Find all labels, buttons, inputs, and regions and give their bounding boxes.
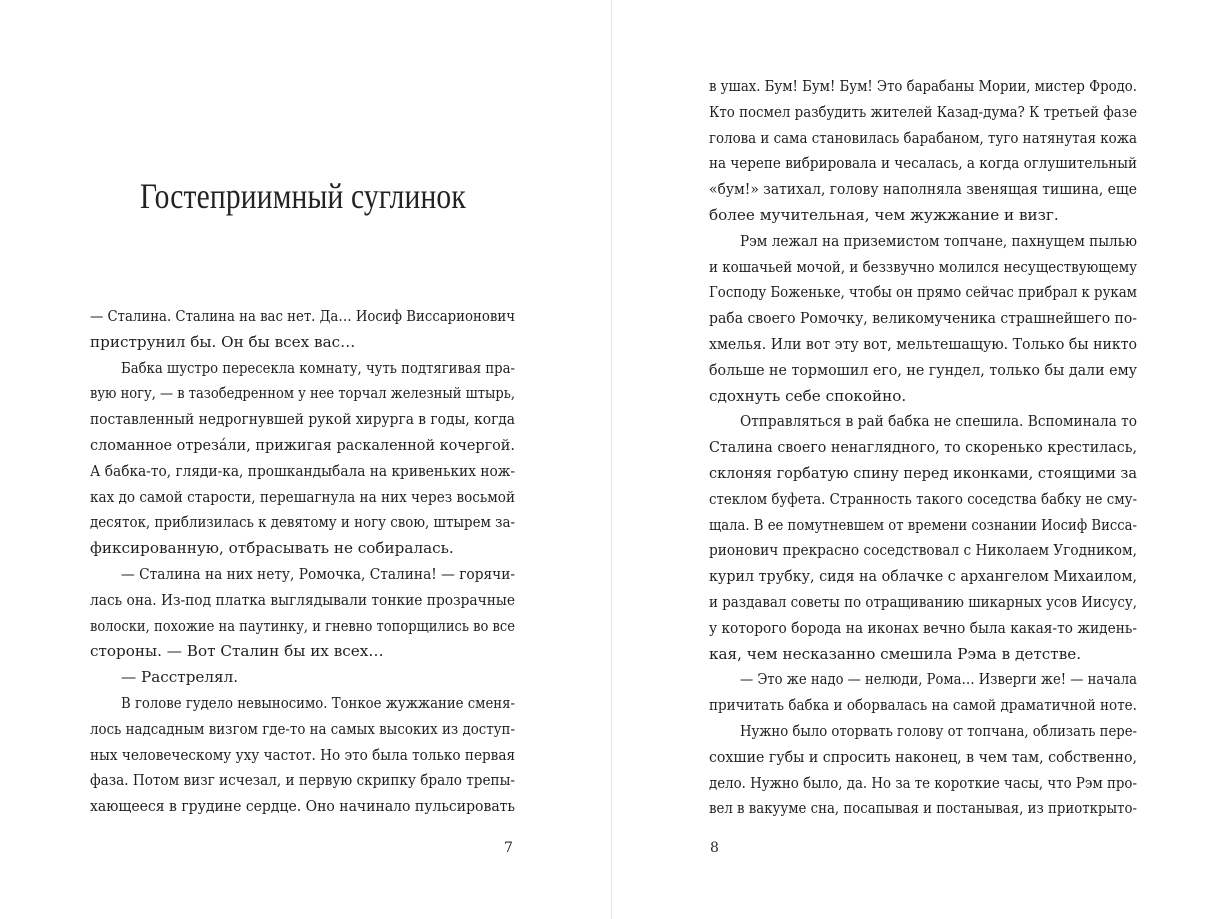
text-line: в ушах. Бум! Бум! Бум! Это барабаны Мории, мистер Фродо. <box>709 77 1138 95</box>
text-line: и кошачьей мочой, и беззвучно молился несуществующему <box>709 257 1138 276</box>
text-line: больше не тормошил его, не гундел, только бы дали ему <box>709 360 1138 379</box>
text-line: фаза. Потом визг исчезал, и первую скрипку брало трепы- <box>90 771 516 790</box>
text-line: Нужно было оторвать голову от топчана, облизать пере- <box>740 721 1138 740</box>
text-line: вел в вакууме сна, посапывая и постанывая, из приоткрыто- <box>709 799 1137 818</box>
text-line: хмелья. Или вот эту вот, мельтешащую. Только бы никто <box>709 334 1138 353</box>
text-line: Сталина своего ненаглядного, то скоренько крестилась, <box>709 438 1138 457</box>
text-line: Кто посмел разбудить жителей Казад-дума? К третьей фазе <box>709 102 1137 121</box>
text-line: десяток, приблизилась к девятому и ногу свою, штырем за- <box>90 513 516 532</box>
text-line: лось надсадным визгом где-то на самых высоких из доступ- <box>90 719 515 738</box>
text-line: фиксированную, отбрасывать не собиралась. <box>90 539 454 558</box>
text-line: дело. Нужно было, да. Но за те короткие часы, что Рэм про- <box>709 773 1137 792</box>
page-number: 8 <box>710 840 719 856</box>
text-line: стеклом буфета. Странность такого соседства бабку не сму- <box>709 489 1137 508</box>
text-line: А бабка-то, гляди-ка, прошкандыбала на кривеньких нож- <box>90 461 516 480</box>
text-line: лась она. Из-под платка выглядывали тонкие прозрачные <box>90 590 516 609</box>
text-line: Бабка шустро пересекла комнату, чуть подтягивая пра- <box>121 358 516 377</box>
text-line: раба своего Ромочку, великомученика страшнейшего по- <box>709 309 1138 328</box>
text-line: Рэм лежал на приземистом топчане, пахнущем пылью <box>740 231 1137 250</box>
text-line: сохшие губы и спросить наконец, в чем там, собственно, <box>709 747 1138 766</box>
text-line: вую ногу, — в тазобедренном у нее торчал железный штырь, <box>90 384 516 403</box>
text-line: Господу Боженьке, чтобы он прямо сейчас прибрал к рукам <box>709 283 1137 302</box>
text-line: — Это же надо — нелюди, Рома… Изверги же! — начала <box>740 670 1137 689</box>
text-line: курил трубку, сидя на облачке с архангелом Михаилом, <box>709 567 1138 586</box>
text-line: сдохнуть себе спокойно. <box>709 386 907 405</box>
text-line: стороны. — Вот Сталин бы их всех… <box>90 642 384 661</box>
text-line: кая, чем несказанно смешила Рэма в детстве. <box>709 644 1082 663</box>
text-line: волоски, похожие на паутинку, и гневно топорщились во все <box>90 616 515 635</box>
text-line: ных человеческому уху частот. Но это была только первая <box>90 745 516 764</box>
text-line: и раздавал советы по отращиванию шикарных усов Иисусу, <box>709 592 1138 611</box>
text-line: сломанное отреза́ли, прижигая раскаленной кочергой. <box>90 435 516 454</box>
text-line: у которого борода на иконах вечно была какая-то жидень- <box>709 618 1137 637</box>
text-line: «бум!» затихал, голову наполняла звенящая тишина, еще <box>709 180 1138 199</box>
text-line: на черепе вибрировала и чесалась, а когда оглушительный <box>709 154 1138 173</box>
page-number: 7 <box>504 840 513 856</box>
text-line: более мучительная, чем жужжание и визг. <box>709 205 1059 224</box>
text-line: — Расстрелял. <box>121 668 239 687</box>
text-line: — Сталина на них нету, Ромочка, Сталина! — горячи- <box>121 564 516 583</box>
text-line: голова и сама становилась барабаном, туго натянутая кожа <box>709 128 1138 147</box>
text-line: Отправляться в рай бабка не спешила. Вспоминала то <box>740 412 1137 431</box>
text-line: причитать бабка и оборвалась на самой драматичной ноте. <box>709 696 1137 715</box>
text-line: рионович прекрасно соседствовал с Николаем Угодником, <box>709 541 1138 560</box>
right-page <box>612 0 1222 919</box>
text-line: склоняя горбатую спину перед иконками, стоящими за <box>709 463 1137 482</box>
text-line: В голове гудело невыносимо. Тонкое жужжание сменя- <box>121 693 515 712</box>
text-line: хающееся в грудине сердце. Оно начинало пульсировать <box>90 797 516 816</box>
chapter-title: Гостеприимный суглинок <box>140 176 466 216</box>
left-body-text <box>90 304 515 820</box>
right-body-text <box>709 74 1137 822</box>
text-line: поставленный недрогнувшей рукой хирурга в годы, когда <box>90 410 516 429</box>
text-line: — Сталина. Сталина на вас нет. Да… Иосиф Виссарионович <box>90 307 515 325</box>
text-line: щала. В ее помутневшем от времени сознании Иосиф Висса- <box>709 515 1138 534</box>
text-line: ках до самой старости, перешагнула на них через восьмой <box>90 487 516 506</box>
text-line: приструнил бы. Он бы всех вас… <box>90 332 356 351</box>
